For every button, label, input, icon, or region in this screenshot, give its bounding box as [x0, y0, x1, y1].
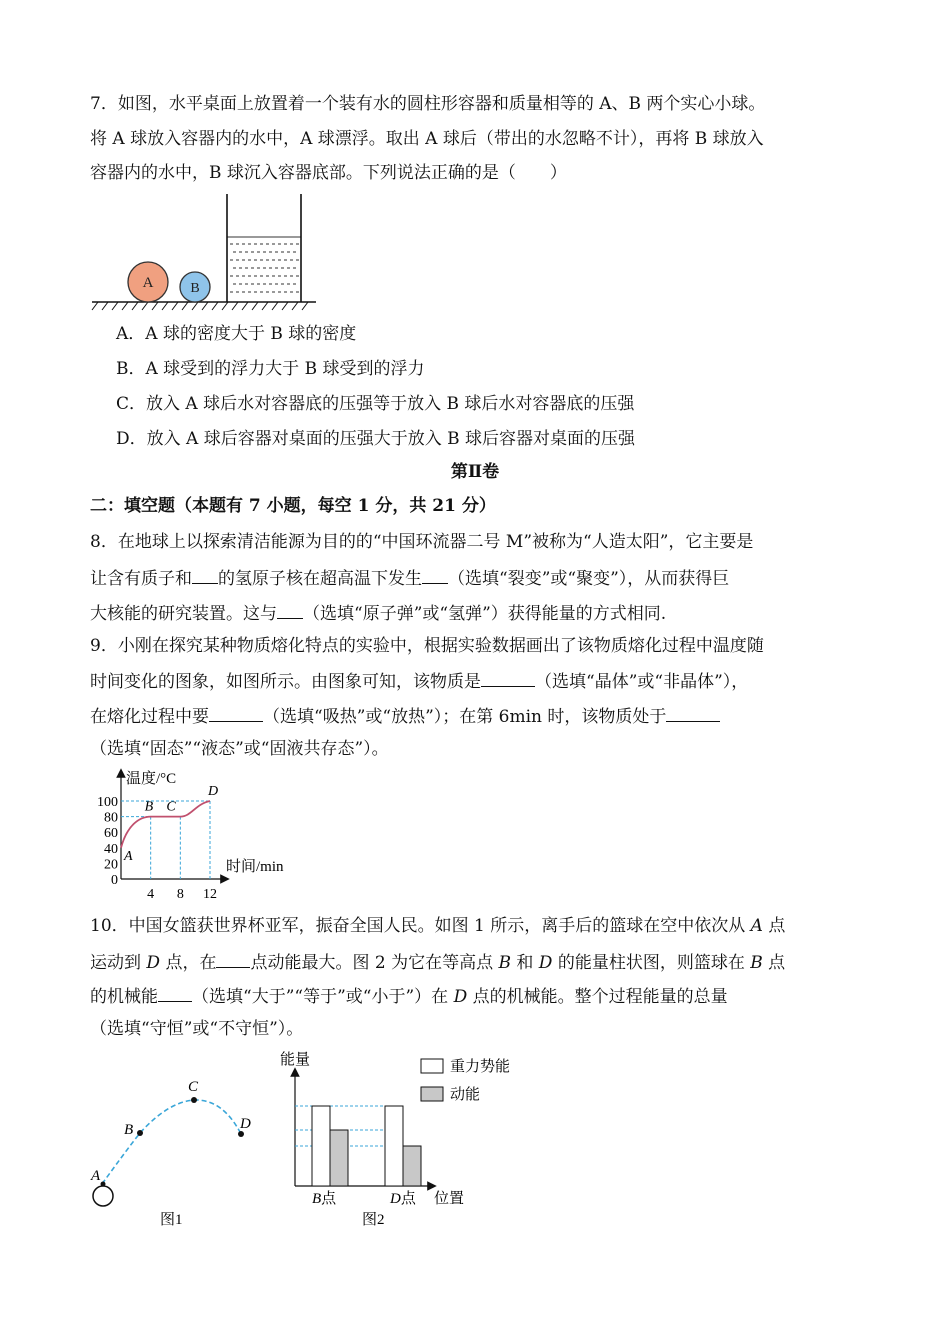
y-tick-label: 40 [104, 841, 118, 857]
q10-text: 点 [762, 953, 786, 973]
point-c-dot [191, 1097, 197, 1103]
section-title: 第Ⅱ卷 [450, 462, 500, 482]
legend-kinetic-label: 动能 [450, 1087, 481, 1103]
x-tick-label: 12 [203, 887, 217, 902]
answer-blank[interactable] [277, 600, 303, 619]
q8-text: （选填“原子弹”或“氢弹”）获得能量的方式相同. [303, 604, 667, 624]
q10-point: A [750, 916, 763, 936]
q10-point: D [453, 987, 468, 1007]
q10-text: 点的机械能。整个过程能量的总量 [467, 987, 728, 1007]
y-tick-label: 60 [104, 826, 118, 842]
melting-chart [90, 765, 310, 900]
y-tick-label: 0 [111, 873, 118, 888]
y-tick-label: 100 [97, 795, 118, 810]
q10-text: 的能量柱状图，则篮球在 [552, 953, 751, 973]
category-b-label [312, 1189, 337, 1207]
q10-point: B [750, 953, 763, 973]
answer-blank[interactable] [158, 983, 192, 1002]
q9-text: （选填“吸热”或“放热”）；在第 6min 时，该物质处于 [263, 707, 667, 727]
answer-blank[interactable] [209, 703, 263, 722]
point-c-label: C [188, 1079, 199, 1095]
q9-line-3 [90, 703, 720, 729]
q7-option-a: A．A 球的密度大于 B 球的密度 [116, 324, 357, 344]
q7-figure [90, 192, 320, 314]
q7-line-3: 容器内的水中，B 球沉入容器底部。下列说法正确的是（ ） [90, 163, 567, 183]
category-d-label [389, 1189, 417, 1207]
legend-potential-swatch [421, 1059, 443, 1073]
figure-1-trajectory [88, 1068, 268, 1238]
q10-text: 10．中国女篮获世界杯亚军，振奋全国人民。如图 1 所示，离手后的篮球在空中依次从 [90, 916, 751, 936]
q8-text: 大核能的研究装置。这与 [90, 604, 277, 624]
position-axis-label: 位置 [434, 1191, 465, 1207]
q10-point: B [498, 953, 511, 973]
point-d-label: D [240, 1116, 251, 1132]
q10-point: D [146, 953, 161, 973]
q10-text: 点 [762, 916, 786, 936]
answer-blank[interactable] [666, 703, 720, 722]
legend-kinetic-swatch [421, 1087, 443, 1101]
water-container [227, 194, 301, 302]
q7-line-2: 将 A 球放入容器内的水中，A 球漂浮。取出 A 球后（带出的水忽略不计），再将 B 球放入 [90, 129, 764, 149]
q9-line-2 [90, 668, 748, 694]
q7-option-c: C．放入 A 球后水对容器底的压强等于放入 B 球后水对容器底的压强 [116, 394, 635, 414]
curve-point-label: D [208, 784, 219, 799]
figure-2-energy-chart [270, 1046, 530, 1236]
ball-a-label: A [142, 275, 154, 291]
legend-potential-label: 重力势能 [450, 1059, 511, 1075]
q8-text: （选填“裂变”或“聚变”），从而获得巨 [448, 569, 730, 589]
x-tick-label: 8 [176, 887, 184, 902]
figure-2-caption: 图2 [362, 1212, 385, 1228]
bar-potential-d [385, 1106, 403, 1186]
answer-blank[interactable] [422, 565, 448, 584]
q10-text: 点，在 [160, 953, 217, 973]
point-b-label: B [124, 1122, 134, 1138]
curve-point-label: A [124, 848, 133, 864]
bar-kinetic-d [403, 1146, 421, 1186]
y-tick-label: 80 [104, 810, 118, 826]
q7-option-b: B．A 球受到的浮力大于 B 球受到的浮力 [116, 359, 425, 379]
category-b-letter: B [312, 1191, 322, 1207]
x-tick-label: 4 [147, 887, 155, 902]
q10-line-2 [90, 949, 785, 975]
x-axis-label: 时间/min [226, 859, 284, 875]
q7-line-1: 7．如图，水平桌面上放置着一个装有水的圆柱形容器和质量相等的 A、B 两个实心小球。 [90, 94, 766, 114]
q9-text: （选填“晶体”或“非晶体”）， [535, 672, 749, 692]
y-axis-label: 温度/°C [126, 771, 177, 787]
q10-point: D [538, 953, 553, 973]
q8-text: 让含有质子和 [90, 569, 192, 589]
basketball [93, 1186, 113, 1206]
answer-blank[interactable] [481, 668, 535, 687]
q10-line-3 [90, 983, 728, 1009]
point-a-dot [101, 1182, 106, 1187]
section-heading: 二：填空题（本题有 7 小题，每空 1 分，共 21 分） [90, 496, 496, 516]
answer-blank[interactable] [192, 565, 218, 584]
q9-text: 时间变化的图象，如图所示。由图象可知，该物质是 [90, 672, 481, 692]
q8-line-2 [90, 565, 729, 591]
category-d-letter: D [390, 1191, 401, 1207]
trajectory-curve [102, 1100, 241, 1184]
ball-b-label: B [190, 281, 200, 296]
q9-line-4: （选填“固态”“液态”或“固液共存态”）。 [90, 739, 389, 759]
q9-line-1: 9．小刚在探究某种物质熔化特点的实验中，根据实验数据画出了该物质熔化过程中温度随 [90, 636, 764, 656]
curve-point-label: B [144, 799, 154, 815]
point-b-dot [137, 1130, 143, 1136]
bar-kinetic-b [330, 1130, 348, 1186]
y-tick-label: 20 [104, 857, 118, 873]
q10-text: 和 [510, 953, 539, 973]
q7-option-d: D．放入 A 球后容器对桌面的压强大于放入 B 球后容器对桌面的压强 [116, 429, 636, 449]
q10-text: 的机械能 [90, 987, 158, 1007]
energy-axis-label: 能量 [280, 1052, 311, 1068]
answer-blank[interactable] [216, 949, 250, 968]
category-b-suffix: 点 [321, 1191, 337, 1207]
q10-line-1 [90, 914, 785, 938]
q10-text: （选填“大于”“等于”或“小于”）在 [192, 987, 454, 1007]
figure-1-caption: 图1 [160, 1212, 183, 1228]
point-a-label: A [91, 1168, 101, 1184]
curve-point-label: C [166, 799, 176, 815]
category-d-suffix: 点 [400, 1191, 416, 1207]
q8-line-3 [90, 600, 666, 626]
q10-text: 点动能最大。图 2 为它在等高点 [250, 953, 499, 973]
bar-potential-b [312, 1106, 330, 1186]
q8-line-1: 8．在地球上以探索清洁能源为目的的“中国环流器二号 M”被称为“人造太阳”，它主要是 [90, 532, 754, 552]
q10-text: 运动到 [90, 953, 147, 973]
q10-line-4: （选填“守恒”或“不守恒”）。 [90, 1019, 304, 1039]
q9-text: 在熔化过程中要 [90, 707, 209, 727]
q8-text: 的氢原子核在超高温下发生 [218, 569, 422, 589]
